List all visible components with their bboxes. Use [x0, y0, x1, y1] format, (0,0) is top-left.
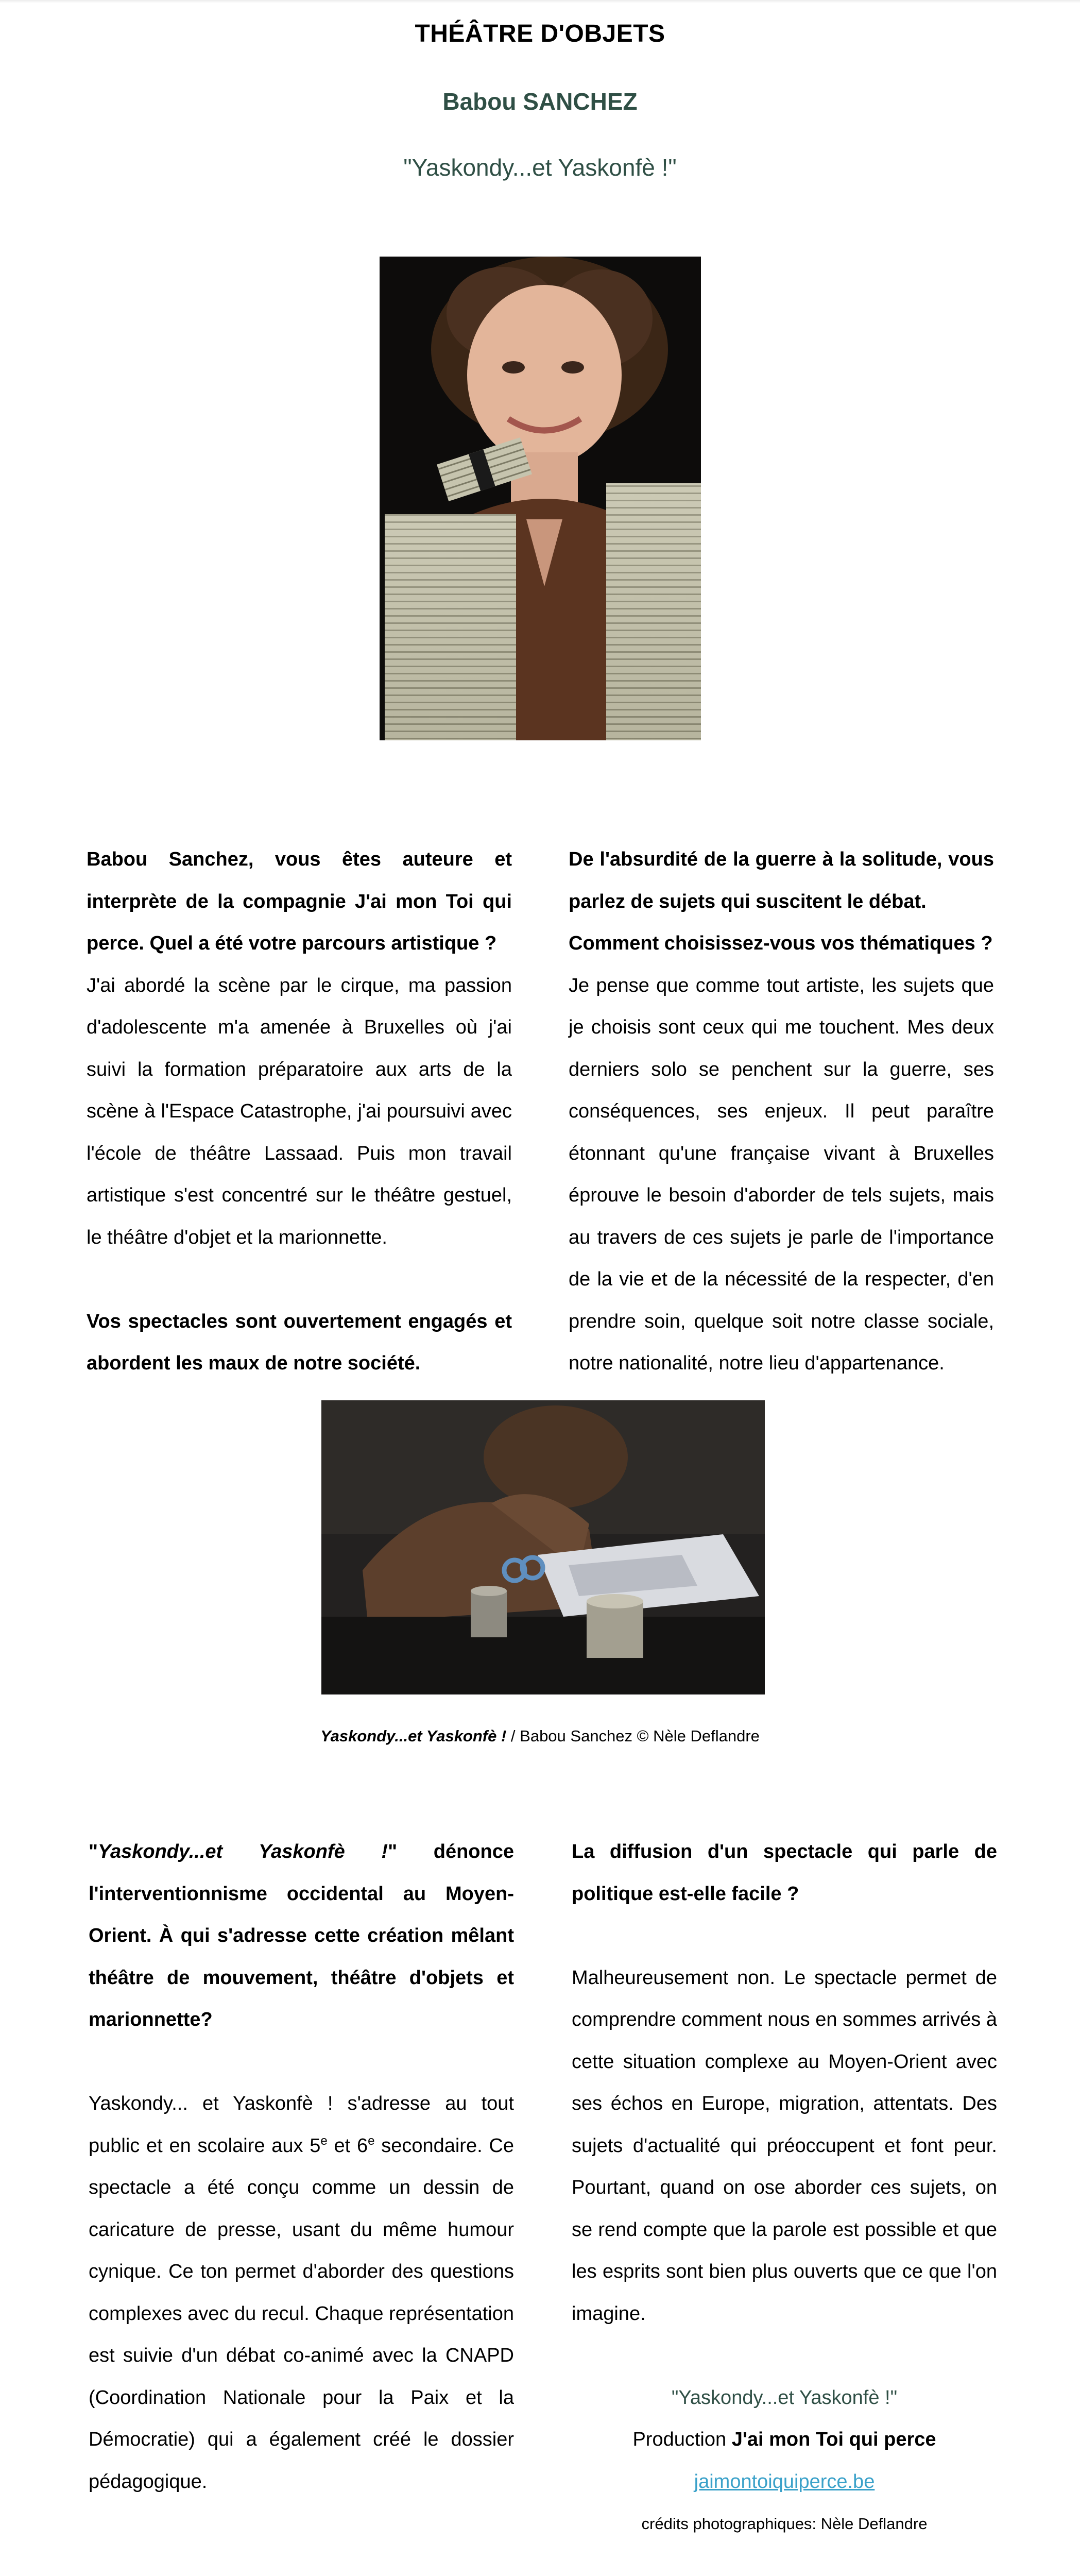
section-kicker: THÉÂTRE D'OBJETS	[415, 20, 665, 47]
credits-production-label: Production	[632, 2429, 732, 2450]
performer-at-table-photo	[321, 1400, 765, 1694]
company-website-link[interactable]: jaimontoiquiperce.be	[694, 2470, 875, 2493]
question-audience-open-quote: "	[89, 1841, 98, 1862]
question-engaged-shows: Vos spectacles sont ouvertement engagés et abordent les maux de notre société.	[87, 1310, 512, 1374]
author-name: Babou SANCHEZ	[442, 88, 638, 115]
photo-caption	[0, 1727, 1080, 1745]
answer-audience-sup1: e	[320, 2133, 328, 2148]
credits-production	[572, 2419, 997, 2461]
question-audience	[89, 1831, 514, 2041]
question-audience-show-title: Yaskondy...et Yaskonfè !	[98, 1841, 388, 1862]
question-themes: Comment choisissez-vous vos thématiques ?	[569, 933, 993, 954]
answer-audience-part2: secondaire. Ce spectacle a été conçu comme un dessin de caricature de presse, usant du même humour cynique. Ce ton permet d'aborder des questions complexes avec du recul. Chaque représentation est suivie d'un débat co-animé avec la CNAPD (Coordination Nationale pour la Paix et la Démocratie) qui a également créé le dossier pédagogique.	[89, 2134, 514, 2493]
credits-show-title: "Yaskondy...et Yaskonfè !"	[671, 2386, 898, 2409]
interview-column-2	[569, 839, 994, 1385]
interview-column-3	[89, 1831, 514, 2503]
question-distribution: La diffusion d'un spectacle qui parle de politique est-elle facile ?	[572, 1841, 997, 1905]
performer-with-money-stacks-photo	[380, 257, 701, 740]
caption-show-title: Yaskondy...et Yaskonfè !	[320, 1727, 507, 1745]
answer-career: J'ai abordé la scène par le cirque, ma passion d'adolescente m'a amenée à Bruxelles où j'ai suivi la formation préparatoire aux arts de la scène à l'Espace Catastrophe, j'ai poursuivi avec l'école de théâtre Lassaad. Puis mon travail artistique s'est concentré sur le théâtre gestuel, le théâtre d'objet et la marionnette.	[87, 974, 512, 1248]
top-divider	[0, 0, 1080, 3]
answer-themes: Je pense que comme tout artiste, les sujets que je choisis sont ceux qui me touchent. Mes deux derniers solo se penchent sur la guerre, ses conséquences, ses enjeux. Il peut paraître étonnant qu'une française vivant à Bruxelles éprouve le besoin d'aborder de tels sujets, mais au travers de ces sujets je parle de l'importance de la vie et de la nécessité de la respecter, d'en prendre soin, quelque soit notre classe sociale, notre nationalité, notre lieu d'appartenance.	[569, 974, 994, 1374]
answer-audience	[89, 2083, 514, 2503]
answer-audience-mid: et 6	[327, 2134, 368, 2157]
question-career: Babou Sanchez, vous êtes auteure et interprète de la compagnie J'ai mon Toi qui perce. Quel a été votre parcours artistique ?	[87, 849, 512, 954]
interview-column-1	[87, 839, 512, 1385]
interview-column-4	[572, 1831, 997, 2545]
question-audience-text: " dénonce l'interventionnisme occidental au Moyen-Orient. À qui s'adresse cette création mêlant théâtre de mouvement, théâtre d'objets et marionnette?	[89, 1841, 515, 2030]
question-themes-intro: De l'absurdité de la guerre à la solitude, vous parlez de sujets qui suscitent le débat.	[569, 849, 994, 912]
answer-distribution: Malheureusement non. Le spectacle permet de comprendre comment nous en sommes arrivés à cette situation complexe au Moyen-Orient avec ses échos en Europe, migration, attentats. Des sujets d'actualité qui préoccupent et font peur. Pourtant, quand on ose aborder ces sujets, on se rend compte que la parole est possible et que les esprits sont bien plus ouverts que ce que l'on imagine.	[572, 1967, 997, 2325]
credits-company: J'ai mon Toi qui perce	[731, 2429, 936, 2450]
credits-photos: crédits photographiques: Nèle Deflandre	[641, 2515, 928, 2533]
caption-credit: / Babou Sanchez © Nèle Deflandre	[506, 1727, 760, 1745]
credits-block	[572, 2377, 997, 2545]
answer-audience-part1: Yaskondy... et Yaskonfè ! s'adresse au tout public et en scolaire aux 5	[89, 2093, 514, 2157]
show-title: "Yaskondy...et Yaskonfè !"	[403, 154, 677, 181]
answer-audience-sup2: e	[368, 2133, 375, 2148]
